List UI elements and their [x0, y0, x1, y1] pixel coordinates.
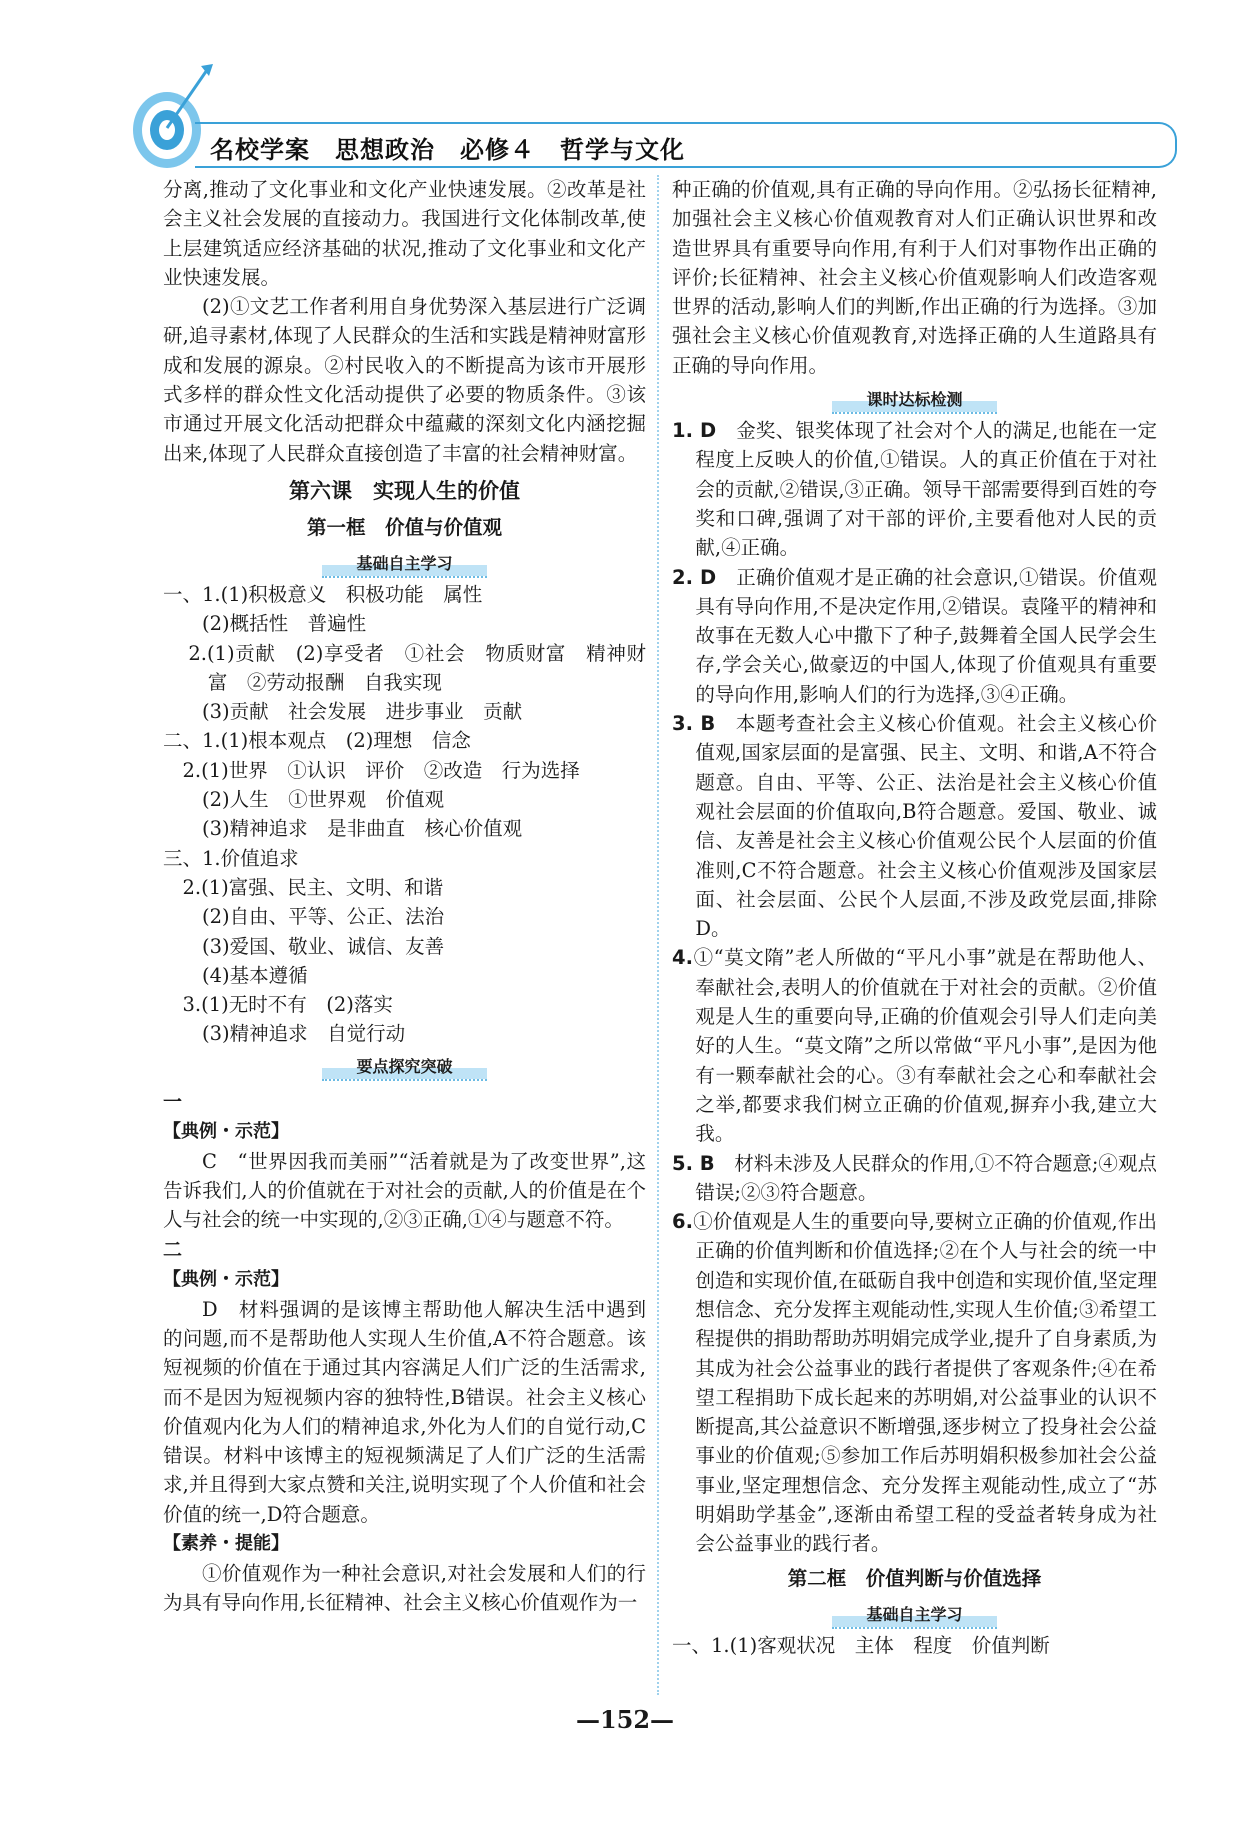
section-badge: 要点探究突破	[322, 1055, 486, 1081]
answer-line: (4)基本遵循	[202, 963, 308, 987]
right-column	[672, 175, 1157, 1660]
answer-line: 2.(1)世界 ①认识 评价 ②改造 行为选择	[182, 758, 580, 782]
answer-line: 2.(1)贡献 (2)享受者 ①社会 物质财富 精神财富 ②劳动报酬 自我实现	[188, 641, 646, 694]
answer-text: ①“莫文隋”老人所做的“平凡小事”就是在帮助他人、奉献社会,表明人的价值就在于对社会的贡献。②价值观是人生的重要向导,正确的价值观会引导人们走向美好的人生。“莫文隋”之所以常做“平凡小事”,是因为他有一颗奉献社会的心。③有奉献社会之心和奉献社会之举,都要求我们树立正确的价值观,摒弃小我,建立大我。	[692, 946, 1157, 1146]
example-tag: 【典例・示范】	[163, 1120, 289, 1142]
answer-line: (2)自由、平等、公正、法治	[202, 905, 445, 929]
example-tag: 【典例・示范】	[163, 1268, 289, 1290]
answer-line: 二、1.(1)根本观点 (2)理想 信念	[163, 729, 471, 753]
answer-text: 金奖、银奖体现了社会对个人的满足,也能在一定程度上反映人的价值,①错误。人的真正价值在于对社会的贡献,②错误,③正确。领导干部需要得到百姓的夸奖和口碑,强调了对干部的评价,主要看他对人民的贡献,④正确。	[695, 419, 1158, 560]
answer-line: (2)概括性 普遍性	[202, 612, 367, 636]
answer-text: 本题考查社会主义核心价值观。社会主义核心价值观,国家层面的是富强、民主、文明、和谐,A不符合题意。自由、平等、公正、法治是社会主义核心价值观社会层面的价值取向,B符合题意。爱国、敬业、诚信、友善是社会主义核心价值观公民个人层面的价值准则,C不符合题意。社会主义核心价值观涉及国家层面、社会层面、公民个人层面,不涉及政党层面,排除D。	[695, 712, 1157, 941]
paragraph: 种正确的价值观,具有正确的导向作用。②弘扬长征精神,加强社会主义核心价值观教育对人们正确认识世界和改造世界具有重要导向作用,有利于人们对事物作出正确的评价;长征精神、社会主义核心价值观影响人们改造客观世界的活动,影响人们的判断,作出正确的行为选择。③加强社会主义核心价值观教育,对选择正确的人生道路具有正确的导向作用。	[672, 178, 1157, 377]
answer-line: (3)爱国、敬业、诚信、友善	[202, 934, 445, 958]
paragraph: C “世界因我而美丽”“活着就是为了改变世界”,这告诉我们,人的价值就在于对社会的贡献,人的价值是在个人与社会的统一中实现的,②③正确,①④与题意不符。	[163, 1149, 646, 1232]
answer-number: 6.	[672, 1210, 693, 1234]
answer-line: 2.(1)富强、民主、文明、和谐	[182, 875, 444, 899]
section-badge: 课时达标检测	[832, 388, 996, 414]
page-number: —152—	[575, 1705, 675, 1734]
answer-number: 2. D	[672, 565, 717, 589]
section-number: 一	[163, 1090, 183, 1113]
answer-item	[672, 943, 1157, 1148]
section-badge: 基础自主学习	[322, 552, 486, 578]
paragraph: D 材料强调的是该博主帮助他人解决生活中遇到的问题,而不是帮助他人实现人生价值,A不符合题意。该短视频的价值在于通过其内容满足人们广泛的生活需求,而不是因为短视频内容的独特性,B错误。社会主义核心价值观内化为人们的精神追求,外化为人们的自觉行动,C错误。材料中该博主的短视频满足了人们广泛的生活需求,并且得到大家点赞和关注,说明实现了个人价值和社会价值的统一,D符合题意。	[163, 1297, 646, 1526]
answer-number: 5. B	[672, 1151, 715, 1175]
answer-line: 一、1.(1)积极意义 积极功能 属性	[163, 582, 483, 606]
answer-text: ①价值观是人生的重要向导,要树立正确的价值观,作出正确的价值判断和价值选择;②在个人与社会的统一中创造和实现价值,在砥砺自我中创造和实现价值,坚定理想信念、充分发挥主观能动性,实现人生价值;③希望工程提供的捐助帮助苏明娟完成学业,提升了自身素质,为其成为社会公益事业的践行者提供了客观条件;④在希望工程捐助下成长起来的苏明娟,对公益事业的认识不断提高,其公益意识不断增强,逐步树立了投身社会公益事业的价值观;⑤参加工作后苏明娟积极参加社会公益事业,坚定理想信念、充分发挥主观能动性,成立了“苏明娟助学基金”,逐渐由希望工程的受益者转身成为社会公益事业的践行者。	[692, 1210, 1157, 1556]
lesson-title: 第六课 实现人生的价值	[289, 478, 520, 503]
answer-item	[672, 416, 1157, 562]
answer-line: 三、1.价值追求	[163, 846, 299, 870]
literacy-tag: 【素养・提能】	[163, 1532, 289, 1554]
answer-line: 一、1.(1)客观状况 主体 程度 价值判断	[672, 1633, 1050, 1657]
section-number: 二	[163, 1238, 183, 1261]
answer-line: (2)人生 ①世界观 价值观	[202, 788, 445, 812]
paragraph: ①价值观作为一种社会意识,对社会发展和人们的行为具有导向作用,长征精神、社会主义核心价值观作为一	[163, 1561, 646, 1615]
column-divider	[657, 175, 659, 1695]
answer-number: 3. B	[672, 712, 716, 736]
left-column	[163, 175, 646, 1618]
answer-line: (3)精神追求 是非曲直 核心价值观	[202, 817, 523, 841]
answer-line: (3)精神追求 自觉行动	[202, 1022, 406, 1046]
paragraph: (2)①文艺工作者利用自身优势深入基层进行广泛调研,追寻素材,体现了人民群众的生活和实践是精神财富形成和发展的源泉。②村民收入的不断提高为该市开展形式多样的群众性文化活动提供了必要的物质条件。③该市通过开展文化活动把群众中蕴藏的深刻文化内涵挖掘出来,体现了人民群众直接创造了丰富的社会精神财富。	[163, 295, 646, 465]
answer-line: 3.(1)无时不有 (2)落实	[182, 993, 393, 1017]
header-title: 名校学案 思想政治 必修４ 哲学与文化	[210, 136, 685, 164]
answer-item	[672, 563, 1157, 709]
answer-number: 4.	[672, 946, 693, 970]
frame-title: 第二框 价值判断与价值选择	[787, 1566, 1042, 1590]
answer-text: 材料未涉及人民群众的作用,①不符合题意;④观点错误;②③符合题意。	[695, 1151, 1157, 1204]
answer-item	[672, 1207, 1157, 1559]
answer-number: 1. D	[672, 419, 717, 443]
frame-title: 第一框 价值与价值观	[306, 515, 502, 539]
answer-item	[672, 709, 1157, 943]
answer-line: (3)贡献 社会发展 进步事业 贡献	[202, 700, 523, 724]
answer-text: 正确价值观才是正确的社会意识,①错误。价值观具有导向作用,不是决定作用,②错误。袁隆平的精神和故事在无数人心中撒下了种子,鼓舞着全国人民学会生存,学会关心,做豪迈的中国人,体现了价值观具有重要的导向作用,影响人们的行为选择,③④正确。	[695, 565, 1158, 706]
paragraph: 分离,推动了文化事业和文化产业快速发展。②改革是社会主义社会发展的直接动力。我国进行文化体制改革,使上层建筑适应经济基础的状况,推动了文化事业和文化产业快速发展。	[163, 178, 646, 289]
page-header	[0, 0, 1250, 180]
section-badge: 基础自主学习	[832, 1603, 996, 1629]
answer-item	[672, 1149, 1157, 1208]
